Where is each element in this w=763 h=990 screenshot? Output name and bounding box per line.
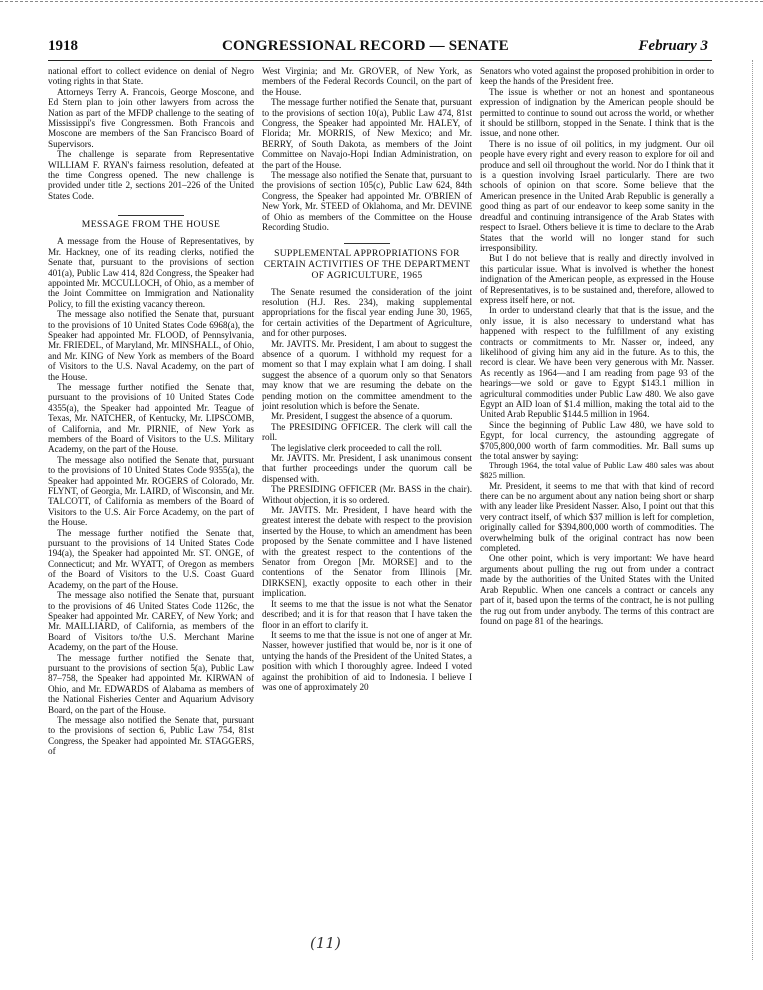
header-rule [48, 60, 712, 61]
heading-rule [344, 243, 390, 244]
section-heading: MESSAGE FROM THE HOUSE [81, 219, 221, 231]
paragraph: The message also notified the Senate that, pursuant to the provisions of 10 United States Code 6968(a), the Speaker had appointed Mr. FLOOD, of Pennsylvania, Mr. FRIEDEL, of Maryland, Mr. MINSHALL, of Ohio, and Mr. KING of New York as members of the Board of Visitors to the U.S. Naval Academy, on the part of the House. [48, 309, 254, 382]
heading-rule [118, 215, 184, 216]
paragraph: Mr. JAVITS. Mr. President, I am about to suggest the absence of a quorum. I withhold my request for a moment so that I may explain what I am doing. I shall suggest the absence of a quorum only so that Senators may know that we are resuming the debate on the pending motion on the committee amendment to the joint resolution which is before the Senate. [262, 338, 472, 411]
paragraph: The message further notified the Senate that, pursuant to the provisions of section 10(a), Public Law 474, 81st Congress, the Speaker had appointed Mr. HALEY, of Florida; Mr. MORRIS, of New Mexico; and Mr. BERRY, of South Dakota, as members of the Joint Committee on Navajo-Hopi Indian Administration, on the part of the House. [262, 97, 472, 170]
paragraph: Mr. President, it seems to me that with that kind of record there can be no argument about any nation being short or sharp with any leader like President Nasser. Also, I point out that this very contract itself, of which $37 million is left for completion, originally called for $394,800,000 worth of commodities. The overwhelming bulk of the original contract has now been completed. [480, 480, 714, 554]
paragraph: West Virginia; and Mr. GROVER, of New York, as members of the Federal Records Council, on the part of the House. [262, 66, 472, 97]
paragraph: The message also notified the Senate that, pursuant to the provisions of section 6, Public Law 754, 81st Congress, the Speaker had appointed Mr. STAGGERS, of [48, 714, 254, 757]
paragraph: It seems to me that the issue is not what the Senator described; and it is for that reason that I have taken the floor in an effort to clarify it. [262, 598, 472, 630]
page-number: 1918 [48, 38, 78, 54]
paragraph: Attorneys Terry A. Francois, George Moscone, and Ed Stern plan to join other lawyers from across the Nation as part of the MFDP challenge to the seating of Mississippi's five Congressmen. Both Francois and Moscone are members of the San Francisco Board of Supervisors. [48, 86, 254, 149]
paragraph: national effort to collect evidence on denial of Negro voting rights in that State. [48, 66, 254, 87]
page-date: February 3 [638, 38, 708, 54]
paragraph: The message also notified the Senate that, pursuant to the provisions of 46 United States Code 1126c, the Speaker had appointed Mr. CAREY, of New York; and Mr. MAILLIARD, of California, as members of the Board of Visitors to/the U.S. Merchant Marine Academy, on the part of the House. [48, 590, 254, 653]
paragraph: The message further notified the Senate that, pursuant to the provisions of 14 United States Code 194(a), the Speaker had appointed Mr. ST. ONGE, of Connecticut; and Mr. WYATT, of Oregon as members of the Board of Visitors to the U.S. Coast Guard Academy, on the part of the House. [48, 527, 254, 590]
paragraph: But I do not believe that is really and directly involved in this particular issue. What is involved is whether the honest indignation of the American people, as expressed in the House of Representatives, is to be sustained and, therefore, allowed to express itself here, or not. [480, 253, 714, 305]
column-3 [480, 66, 714, 626]
page-header [48, 38, 708, 60]
paragraph: It seems to me that the issue is not one of anger at Mr. Nasser, however justified that would be, nor is it one of untying the hands of the President of the United States, a position with which I thoroughly agree. Indeed I voted against the prohibition of aid to Indonesia. I believe I was one of approximately 20 [262, 629, 472, 692]
handwritten-page-number: (11) [310, 934, 341, 952]
column-2 [262, 66, 472, 692]
section-heading-wrap [262, 243, 472, 281]
paragraph: Mr. President, I suggest the absence of a quorum. [271, 411, 453, 422]
paragraph: In order to understand clearly that that is the issue, and the only issue, it is also necessary to understand what has happened with respect to the fulfillment of any existing contracts or commitments to Mr. Nasser or, indeed, any likelihood of giving him any aid in the future. As to this, the record is clear. We have been very generous with Mr. Nasser. As recently as 1964—and I am reading from page 93 of the hearings—we sold or gave to Egypt $143.1 million in agricultural commodities under Public Law 480. We also gave Egypt an AID loan of $1.4 million, making the total aid to the United Arab Republic $144.5 million in 1964. [480, 305, 714, 420]
paragraph: The challenge is separate from Representative WILLIAM F. RYAN's fairness resolution, defeated at the time Congress opened. The new challenge is provided under title 2, sections 201–226 of the United States Code. [48, 149, 254, 201]
running-title: CONGRESSIONAL RECORD — SENATE [222, 38, 509, 54]
paragraph: Mr. JAVITS. Mr. President, I have heard with the greatest interest the debate with respect to the provision inserted by the House, to which an amendment has been proposed by the Senate committee and I have listened with the greatest respect to the contentions of the Senator from Oregon [Mr. MORSE] and to the contentions of the Senator from Illinois [Mr. DIRKSEN], exactly opposite to each other in their implication. [262, 505, 472, 599]
paragraph: There is no issue of oil politics, in my judgment. Our oil people have every right and every reason to explore for oil and produce and sell oil throughout the world. Nor do I think that it is a question involving Israel particularly. There are two schools of opinion on that score. Some believe that the American presence in the United Arab Republic is generally a good thing as part of our endeavor to keep some sanity in the dreadful and continuing intransigence of the Arab States with respect to Israel. Others believe it is time to declare to the Arab States that the world will no longer stand for such irresponsibility. [480, 138, 714, 253]
block-quote: Through 1964, the total value of Public Law 480 sales was about $825 million. [480, 461, 714, 481]
paragraph: Since the beginning of Public Law 480, we have sold to Egypt, for local currency, the astounding aggregate of $705,800,000 worth of farm commodities. Mr. Ball sums up the total answer by saying: [480, 419, 714, 462]
paragraph: The message also notified the Senate that, pursuant to the provisions of section 105(c), Public Law 624, 84th Congress, the Speaker had appointed Mr. O'BRIEN of New York, Mr. STEED of Oklahoma, and Mr. DEVINE of Ohio as members of the Committee on the House Recording Studio. [262, 170, 472, 233]
paragraph: The PRESIDING OFFICER (Mr. BASS in the chair). Without objection, it is so ordered. [262, 484, 472, 505]
paragraph: The legislative clerk proceeded to call the roll. [271, 442, 442, 453]
paragraph: The issue is whether or not an honest and spontaneous expression of indignation by the American people should be permitted to continue to sound out across the world, or whether it should be stillborn, stopped in the Senate. I think that is the issue, and none other. [480, 86, 714, 139]
paragraph: Mr. JAVITS. Mr. President, I ask unanimous consent that further proceedings under the quorum call be dispensed with. [262, 453, 472, 484]
scan-edge-dash [0, 1, 763, 2]
paragraph: The message further notified the Senate that, pursuant to the provisions of section 5(a), Public Law 87–758, the Speaker had appointed Mr. KIRWAN of Ohio, and Mr. EDWARDS of Alabama as members of the National Fisheries Center and Aquarium Advisory Board, on the part of the House. [48, 652, 254, 715]
paragraph: The Senate resumed the consideration of the joint resolution (H.J. Res. 234), making supplemental appropriations for the fiscal year ending June 30, 1965, for certain activities of the Department of Agriculture, and for other purposes. [262, 286, 472, 339]
paragraph: The message also notified the Senate that, pursuant to the provisions of 10 United States Code 9355(a), the Speaker had appointed Mr. ROGERS of Colorado, Mr. FLYNT, of Georgia, Mr. LAIRD, of Wisconsin, and Mr. TALCOTT, of California as members of the Board of Visitors to the U.S. Air Force Academy, on the part of the House. [48, 454, 254, 528]
paragraph: The message further notified the Senate that, pursuant to the provisions of 10 United States Code 4355(a), the Speaker had appointed Mr. Teague of Texas, Mr. NATCHER, of Kentucky, Mr. LIPSCOMB, of California, and Mr. PIRNIE, of New York as members of the Board of Visitors to the U.S. Military Academy, on the part of the House. [48, 381, 254, 455]
section-heading: SUPPLEMENTAL APPROPRIATIONS FOR CERTAIN ACTIVITIES OF THE DEPARTMENT OF AGRICULTURE, 1965 [263, 247, 471, 281]
paragraph: A message from the House of Representatives, by Mr. Hackney, one of its reading clerks, notified the Senate that, pursuant to the provisions of section 401(a), Public Law 414, 82d Congress, the Speaker had appointed Mr. MCCULLOCH, of Ohio, as a member of the Joint Committee on Immigration and Nationality Policy, to fill the existing vacancy thereon. [48, 236, 254, 309]
section-heading-wrap [48, 215, 254, 230]
column-1 [48, 66, 254, 757]
paragraph: One other point, which is very important: We have heard arguments about pulling the rug out from under a contract made by the authorities of the United States with the United Arab Republic. When one cancels a contract or cancels any part of it, based upon the terms of the contract, he is not pulling the rug out from under anybody. The terms of this contract are found on page 81 of the hearings. [480, 553, 714, 626]
scan-right-edge [752, 60, 756, 960]
paragraph: The PRESIDING OFFICER. The clerk will call the roll. [262, 421, 472, 443]
paragraph: Senators who voted against the proposed prohibition in order to keep the hands of the President free. [480, 66, 714, 87]
